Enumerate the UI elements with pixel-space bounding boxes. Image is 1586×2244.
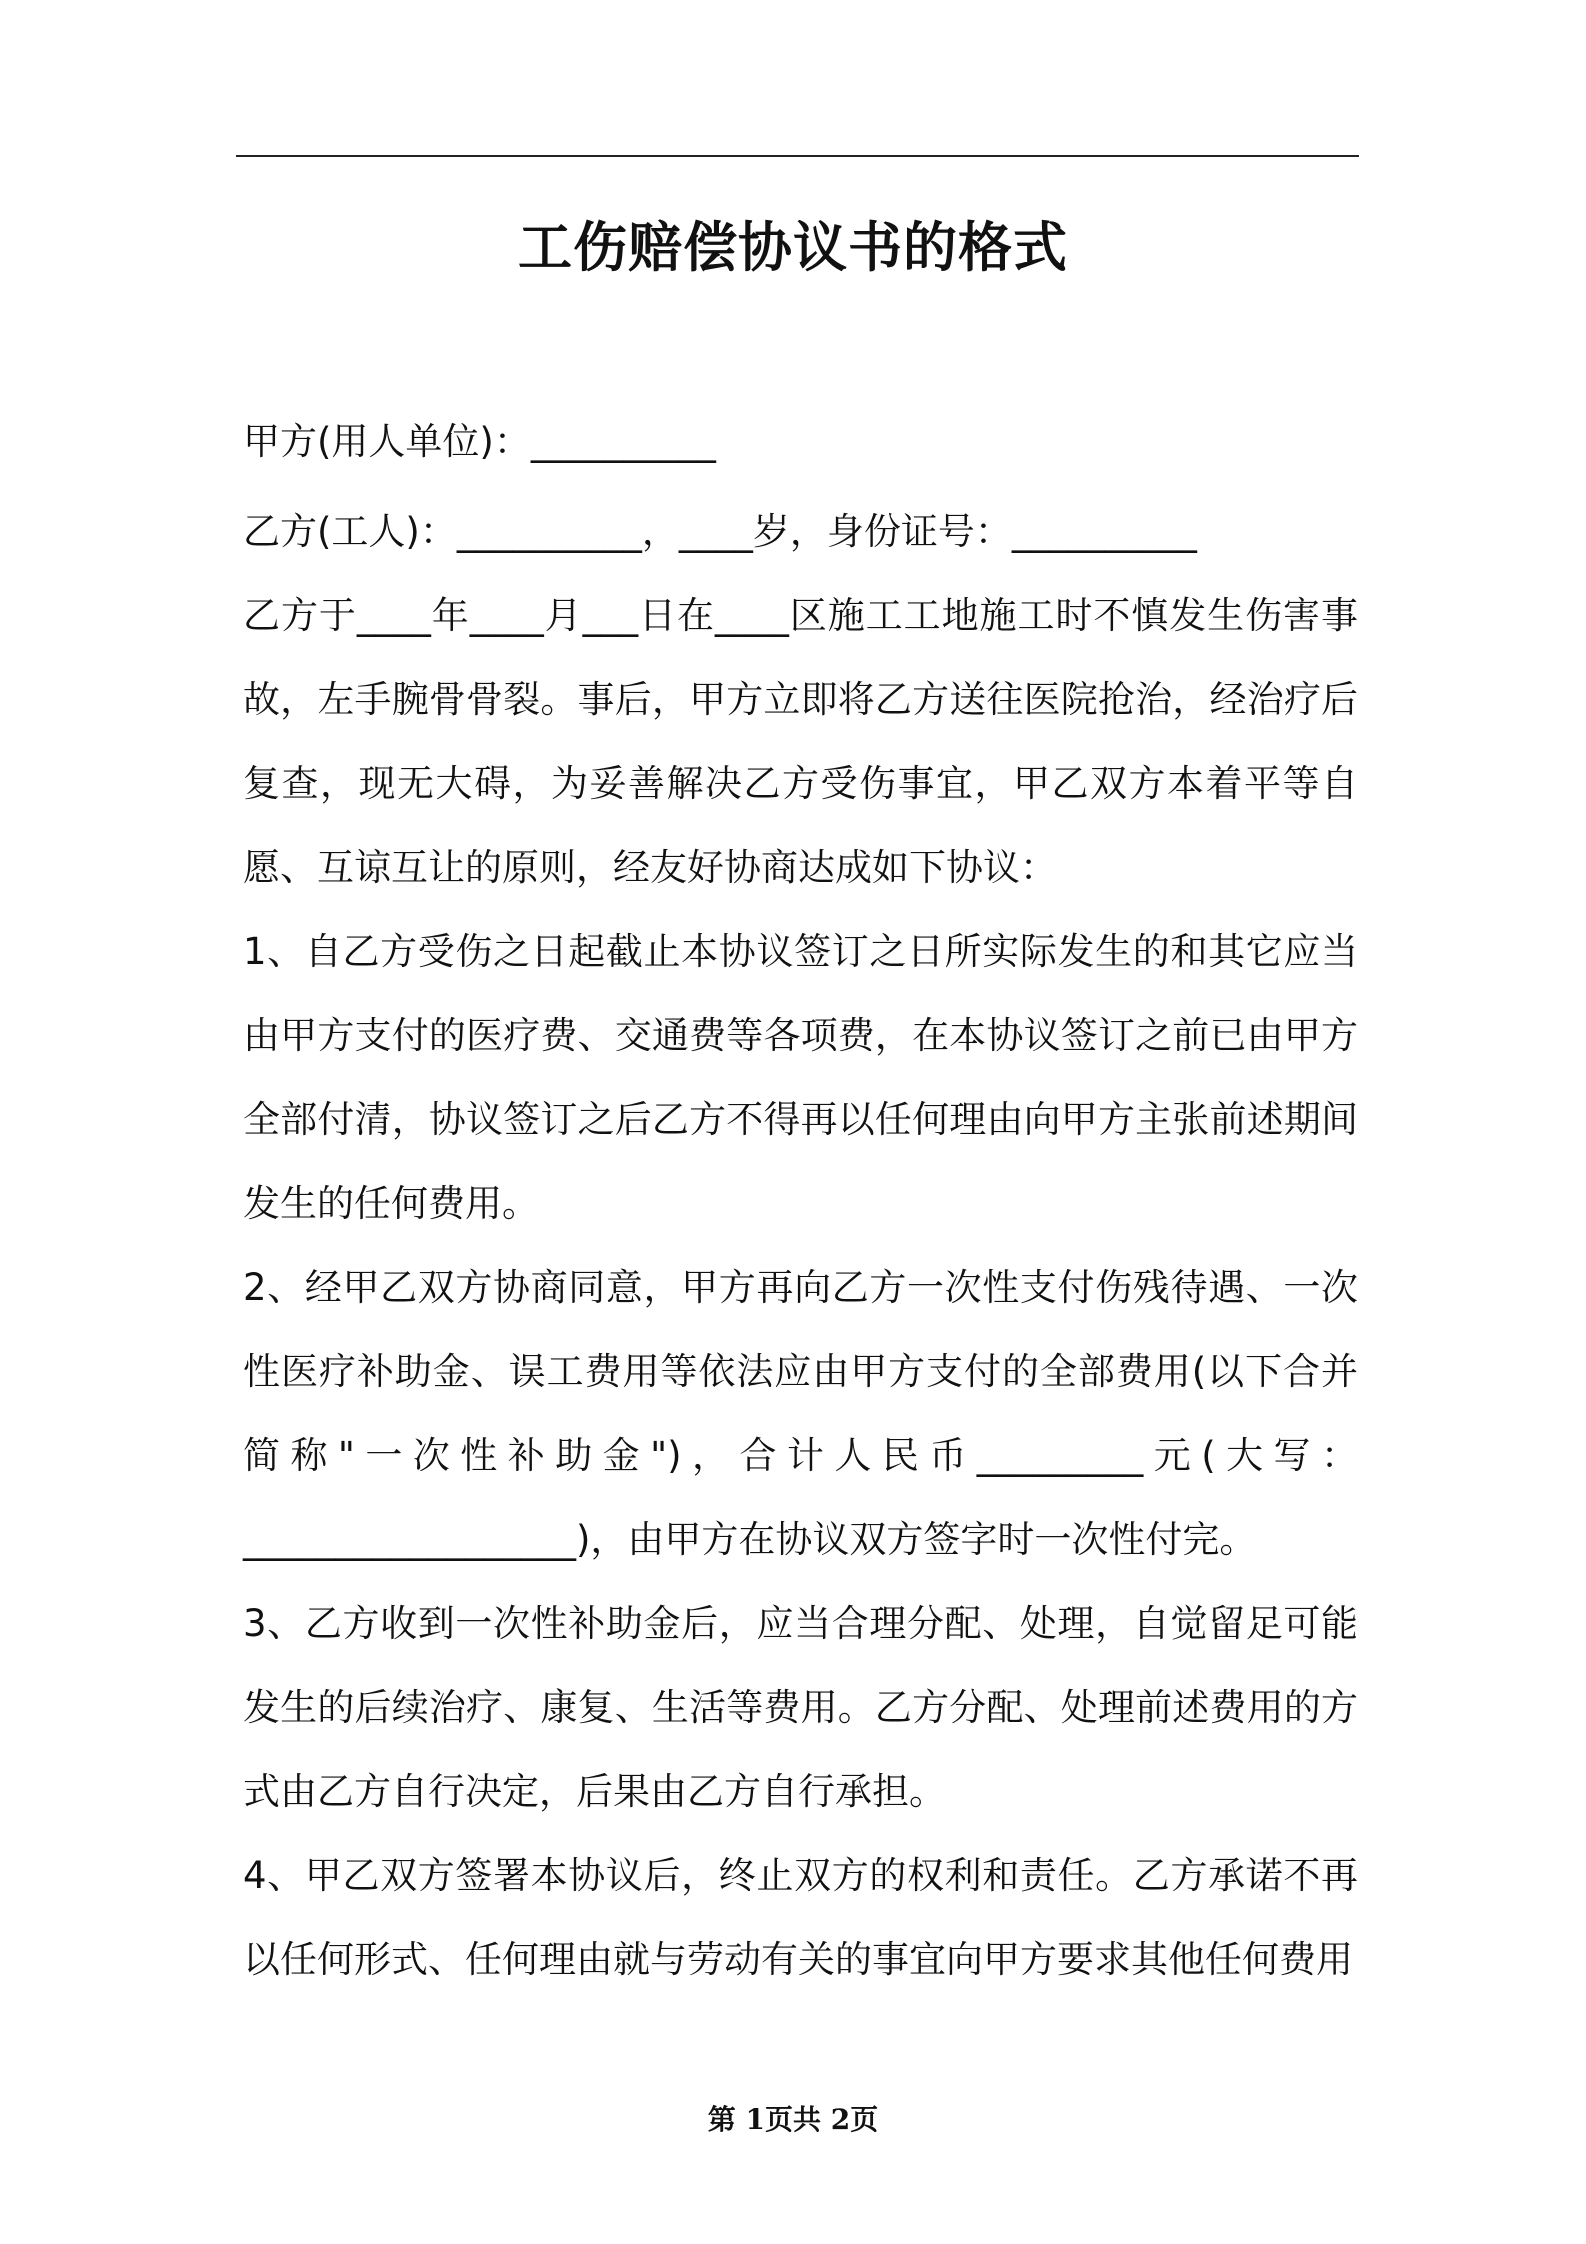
header-rule — [236, 155, 1359, 157]
clause-1: 1、自乙方受伤之日起截止本协议签订之日所实际发生的和其它应当由甲方支付的医疗费、交通费等各项费，在本协议签订之前已由甲方全部付清，协议签订之后乙方不得再以任何理由向甲方主张前述期间发生的任何费用。 — [243, 930, 1358, 1225]
page-number: 第 1页共 2页 — [707, 2103, 879, 2136]
incident-paragraph: 乙方于____年____月___日在____区施工工地施工时不慎发生伤害事故，左手腕骨骨裂。事后，甲方立即将乙方送往医院抢治，经治疗后复查，现无大碍，为妥善解决乙方受伤事宜，甲乙双方本着平等自愿、互谅互让的原则，经友好协商达成如下协议： — [243, 594, 1358, 889]
party-b-line: 乙方(工人)：__________，____岁，身份证号：__________ — [243, 510, 1197, 553]
clause-2: 2、经甲乙双方协商同意，甲方再向乙方一次性支付伤残待遇、一次性医疗补助金、误工费用等依法应由甲方支付的全部费用(以下合并简称"一次性补助金")，合计人民币_________元(大写：__________________)，由甲方在协议双方签字时一次性付完。 — [243, 1266, 1358, 1561]
party-a-line: 甲方(用人单位)：__________ — [243, 420, 716, 463]
clause-3: 3、乙方收到一次性补助金后，应当合理分配、处理，自觉留足可能发生的后续治疗、康复、生活等费用。乙方分配、处理前述费用的方式由乙方自行决定，后果由乙方自行承担。 — [243, 1602, 1358, 1813]
document-title: 工伤赔偿协议书的格式 — [518, 216, 1068, 279]
clause-4: 4、甲乙双方签署本协议后，终止双方的权利和责任。乙方承诺不再以任何形式、任何理由就与劳动有关的事宜向甲方要求其他任何费用 — [243, 1854, 1358, 1981]
document-body — [243, 400, 1358, 2002]
